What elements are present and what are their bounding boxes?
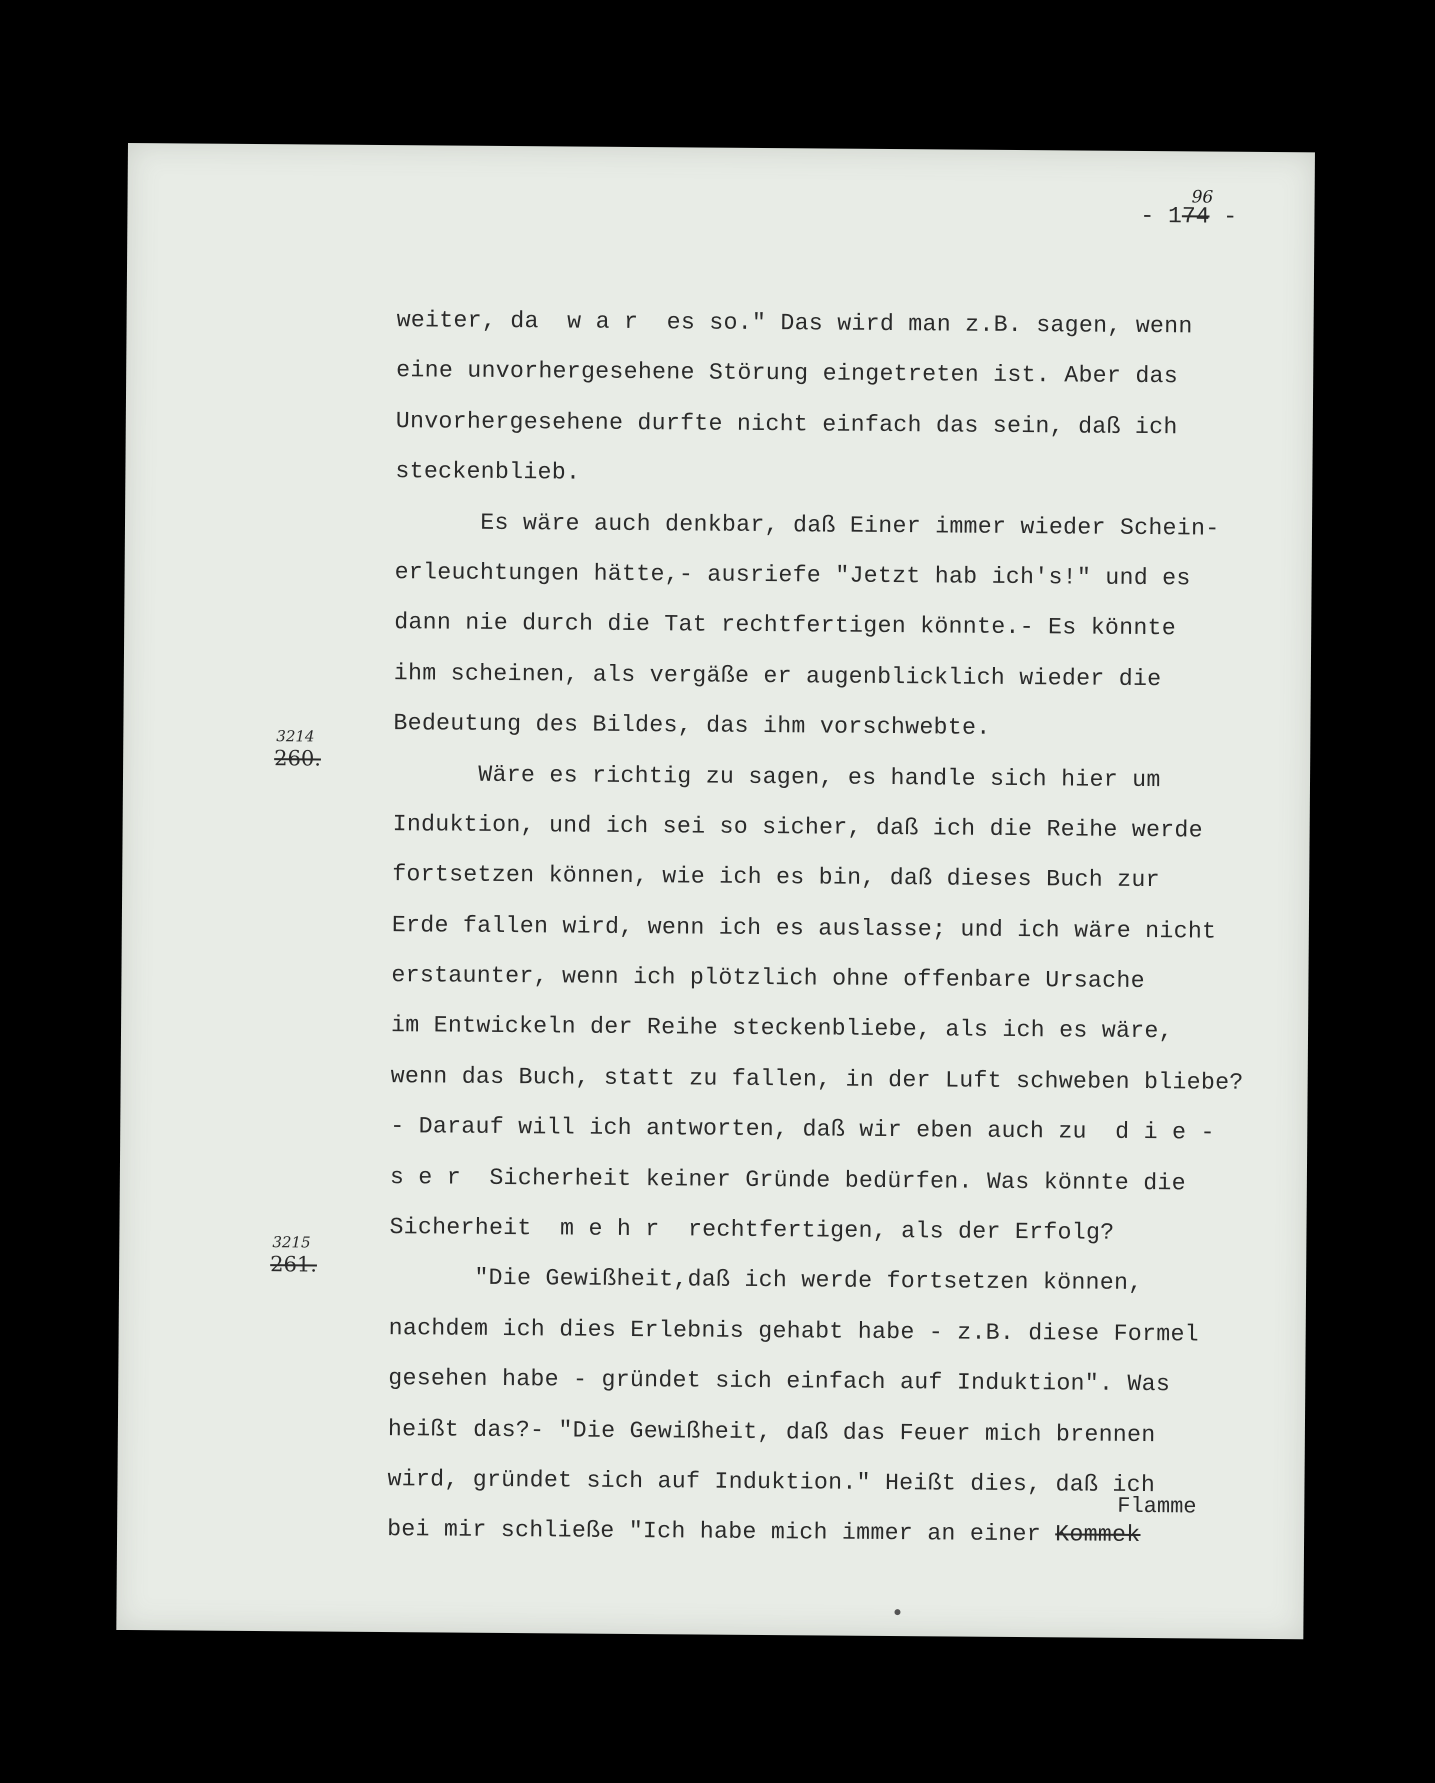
text-line: erleuchtungen hätte,- ausriefe "Jetzt hab ich's!" und es [394,559,1191,592]
text-line: Es wäre auch denkbar, daß Einer immer wieder Schein- [394,508,1220,542]
manuscript-page [116,143,1315,1639]
text-line: Induktion, und ich sei so sicher, daß ich die Reihe werde [392,811,1203,844]
page-number-struck: 74 [1181,203,1210,230]
page-number-prefix: - 1 [1140,202,1182,230]
text-line: Sicherheit m e h r rechtfertigen, als der Erfolg? [389,1214,1115,1246]
text-line: gesehen habe - gründet sich einfach auf Induktion". Was [388,1365,1171,1398]
text-line: Wäre es richtig zu sagen, es handle sich hier um [392,760,1161,793]
margin-note-new-number: 3215 [272,1233,311,1252]
typed-text-body [387,295,1297,1562]
struck-word: Kommek [1055,1521,1141,1549]
page-number [1140,203,1237,230]
text-line: Bedeutung des Bildes, das ihm vorschwebte. [393,710,991,741]
page-number-suffix: - [1209,203,1238,230]
text-line: "Die Gewißheit,daß ich werde fortsetzen können, [388,1264,1143,1297]
text-line: - Darauf will ich antworten, daß wir eben auch zu d i e - [390,1113,1215,1146]
paper-speck [894,1609,900,1615]
text-line: weiter, da w a r es so." Das wird man z.B. sagen, wenn [396,307,1193,340]
inserted-correction: Flamme [1117,1493,1197,1520]
text-line: im Entwickeln der Reihe steckenbliebe, als ich es wäre, [390,1012,1173,1045]
text-line: wenn das Buch, statt zu fallen, in der Luft schweben bliebe? [390,1062,1244,1096]
margin-note-new-number: 3214 [276,727,315,746]
text-line: dann nie durch die Tat rechtfertigen könnte.- Es könnte [394,609,1177,642]
text-line: heißt das?- "Die Gewißheit, daß das Feuer mich brennen [387,1415,1156,1448]
text-line: Erde fallen wird, wenn ich es auslasse; und ich wäre nicht [391,911,1217,945]
text-line: wird, gründet sich auf Induktion." Heißt dies, daß ich [387,1466,1156,1499]
text-line: ihm scheinen, als vergäße er augenblicklich wieder die [393,659,1162,692]
last-line-text: bei mir schließe "Ich habe mich immer an einer [387,1516,1056,1548]
handwritten-page-number: 96 [1191,187,1214,208]
text-line: erstaunter, wenn ich plötzlich ohne offenbare Ursache [391,962,1145,995]
margin-note-261 [270,1231,317,1275]
text-line-last [387,1504,1287,1561]
text-line: s e r Sicherheit keiner Gründe bedürfen. Was könnte die [389,1163,1186,1196]
margin-note-old-number: 260. [274,746,322,771]
text-line: fortsetzen können, wie ich es bin, daß dieses Buch zur [392,861,1160,894]
text-line: Unvorhergesehene durfte nicht einfach das sein, daß ich [395,407,1178,441]
margin-note-old-number: 261. [270,1252,318,1277]
margin-note-260 [274,725,321,769]
text-line: steckenblieb. [395,458,581,486]
text-line: eine unvorhergesehene Störung eingetreten ist. Aber das [396,357,1179,390]
text-line: nachdem ich dies Erlebnis gehabt habe - z.B. diese Formel [388,1314,1200,1348]
